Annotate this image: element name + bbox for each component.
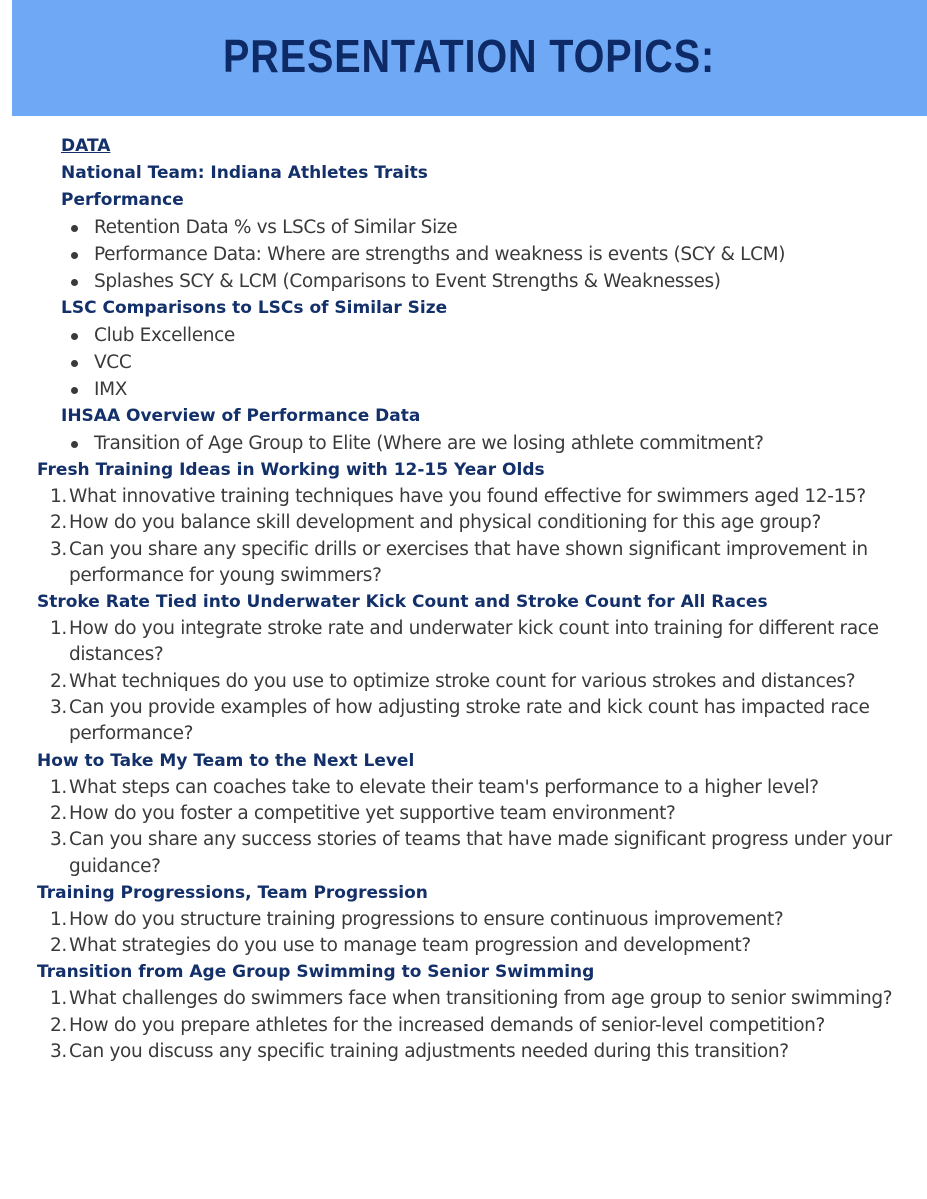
numbered-item bbox=[0, 775, 927, 801]
numbered-item bbox=[0, 827, 927, 880]
item-number: 2. bbox=[50, 935, 67, 957]
item-number: 3. bbox=[50, 1041, 67, 1063]
item-number: 2. bbox=[50, 670, 67, 692]
item-text: How do you foster a competitive yet supportive team environment? bbox=[69, 802, 676, 824]
page-title: PRESENTATION TOPICS: bbox=[223, 30, 716, 82]
item-text: How do you integrate stroke rate and underwater kick count into training for different race distances? bbox=[69, 618, 879, 666]
numbered-item bbox=[0, 1039, 927, 1065]
item-number: 1. bbox=[50, 988, 67, 1010]
section-heading: Fresh Training Ideas in Working with 12-15 Year Olds bbox=[37, 460, 545, 480]
bullet-item bbox=[0, 214, 927, 241]
bullet-item bbox=[0, 349, 927, 376]
numbered-item bbox=[0, 510, 927, 536]
bullet-dot bbox=[71, 360, 78, 367]
item-text: What techniques do you use to optimize stroke count for various strokes and distances? bbox=[69, 670, 856, 692]
lsc-heading: LSC Comparisons to LSCs of Similar Size bbox=[61, 298, 448, 318]
bullet-item bbox=[0, 241, 927, 268]
bullet-dot bbox=[71, 225, 78, 232]
item-number: 2. bbox=[50, 512, 67, 534]
numbered-item bbox=[0, 669, 927, 695]
bullet-dot bbox=[71, 333, 78, 340]
ihsaa-heading: IHSAA Overview of Performance Data bbox=[61, 406, 421, 426]
bullet-item bbox=[0, 268, 927, 295]
performance-heading: Performance bbox=[61, 190, 184, 210]
item-number: 3. bbox=[50, 538, 67, 560]
bullet-text: Transition of Age Group to Elite (Where are we losing athlete commitment? bbox=[94, 433, 764, 454]
content bbox=[0, 133, 927, 1065]
numbered-item bbox=[0, 616, 927, 669]
bullet-text: Club Excellence bbox=[94, 325, 235, 346]
item-text: How do you balance skill development and physical conditioning for this age group? bbox=[69, 512, 821, 534]
bullet-text: IMX bbox=[94, 379, 128, 400]
item-number: 1. bbox=[50, 776, 67, 798]
bullet-text: VCC bbox=[94, 352, 132, 373]
bullet-text: Splashes SCY & LCM (Comparisons to Event Strengths & Weaknesses) bbox=[94, 271, 721, 292]
item-number: 3. bbox=[50, 829, 67, 851]
bullet-dot bbox=[71, 279, 78, 286]
bullet-item bbox=[0, 430, 927, 457]
national-team-heading: National Team: Indiana Athletes Traits bbox=[61, 163, 428, 183]
section-heading: Stroke Rate Tied into Underwater Kick Count and Stroke Count for All Races bbox=[37, 592, 768, 613]
title-banner bbox=[12, 0, 927, 116]
bullet-dot bbox=[71, 387, 78, 394]
bullet-dot bbox=[71, 252, 78, 259]
item-number: 1. bbox=[50, 486, 67, 507]
item-number: 2. bbox=[50, 1014, 67, 1036]
bullet-item bbox=[0, 322, 927, 349]
numbered-item bbox=[0, 695, 927, 748]
item-text: How do you prepare athletes for the increased demands of senior-level competition? bbox=[69, 1014, 826, 1036]
numbered-item bbox=[0, 801, 927, 827]
item-text: Can you share any success stories of teams that have made significant progress under your guidance? bbox=[69, 829, 892, 877]
item-text: Can you share any specific drills or exercises that have shown significant improvement in performance for young swimmers? bbox=[69, 538, 868, 586]
bullet-item bbox=[0, 376, 927, 403]
bullet-text: Performance Data: Where are strengths and weakness is events (SCY & LCM) bbox=[94, 244, 786, 265]
section-heading: Transition from Age Group Swimming to Senior Swimming bbox=[37, 962, 595, 983]
item-text: What innovative training techniques have you found effective for swimmers aged 12-15? bbox=[69, 486, 866, 507]
item-number: 1. bbox=[50, 618, 67, 640]
bullet-text: Retention Data % vs LSCs of Similar Size bbox=[94, 217, 458, 238]
item-number: 3. bbox=[50, 697, 67, 719]
numbered-item bbox=[0, 907, 927, 933]
data-heading: DATA bbox=[61, 136, 111, 156]
item-number: 1. bbox=[50, 908, 67, 930]
numbered-item bbox=[0, 986, 927, 1012]
numbered-item bbox=[0, 933, 927, 959]
section-heading: How to Take My Team to the Next Level bbox=[37, 750, 415, 771]
item-text: What strategies do you use to manage team progression and development? bbox=[69, 935, 751, 957]
item-text: What challenges do swimmers face when transitioning from age group to senior swimming? bbox=[69, 988, 893, 1010]
section-heading: Training Progressions, Team Progression bbox=[37, 882, 428, 903]
numbered-item bbox=[0, 484, 927, 510]
item-text: What steps can coaches take to elevate their team's performance to a higher level? bbox=[69, 776, 819, 798]
item-number: 2. bbox=[50, 802, 67, 824]
numbered-item bbox=[0, 1013, 927, 1039]
item-text: How do you structure training progressions to ensure continuous improvement? bbox=[69, 908, 784, 930]
item-text: Can you discuss any specific training adjustments needed during this transition? bbox=[69, 1041, 789, 1063]
numbered-item bbox=[0, 537, 927, 590]
item-text: Can you provide examples of how adjusting stroke rate and kick count has impacted race performance? bbox=[69, 697, 870, 745]
bullet-dot bbox=[71, 441, 78, 448]
